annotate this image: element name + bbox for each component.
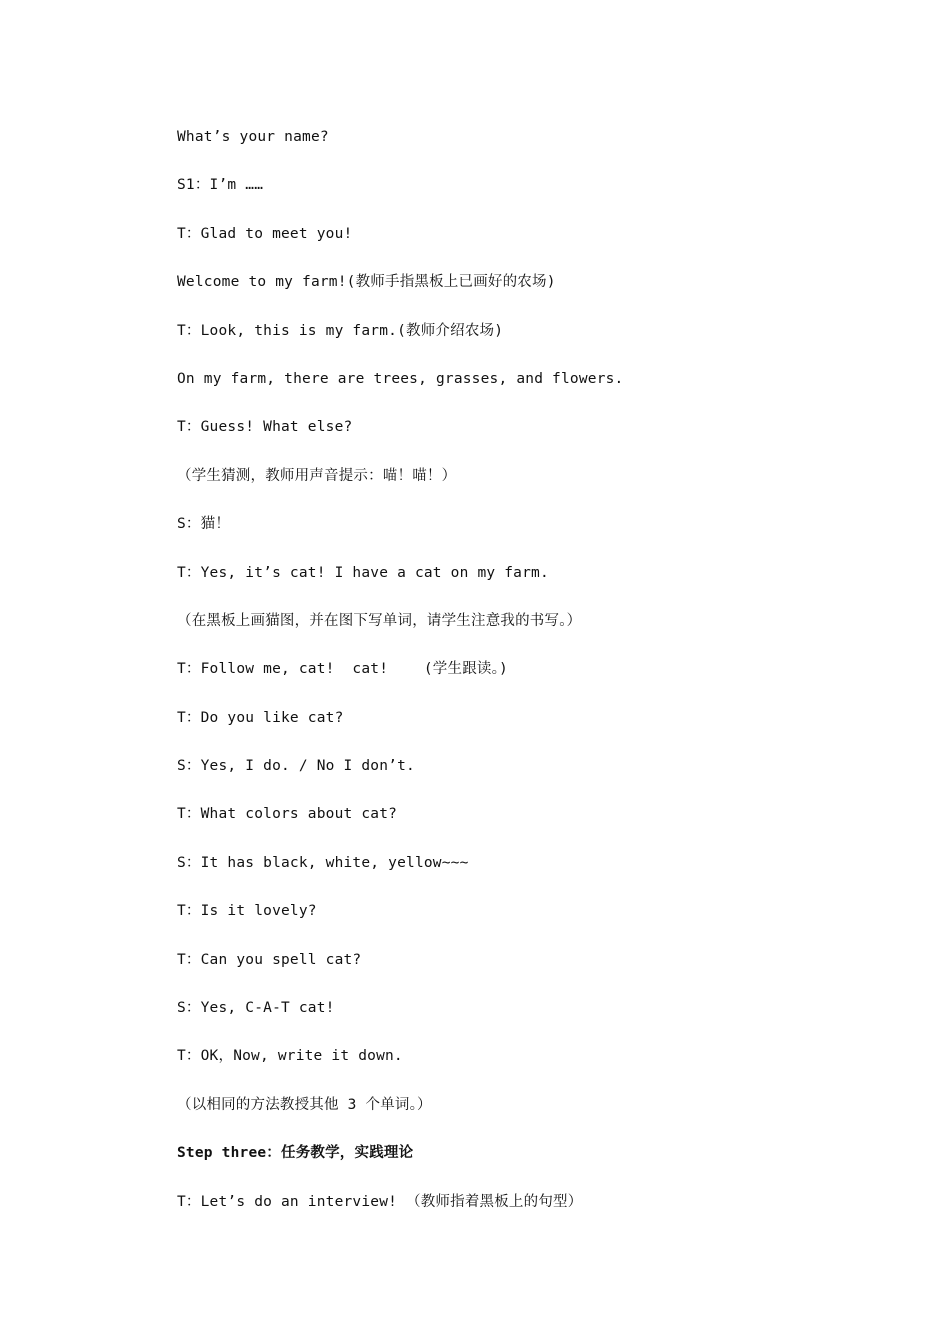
lesson-transcript bbox=[177, 125, 877, 1238]
transcript-line: T：Do you like cat? bbox=[177, 709, 344, 726]
transcript-line: T：What colors about cat? bbox=[177, 806, 398, 823]
transcript-line: S1：I’m …… bbox=[177, 177, 264, 194]
transcript-line: T：Let’s do an interview! （教师指着黑板上的句型） bbox=[177, 1193, 583, 1210]
transcript-line: S：It has black, white, yellow~~~ bbox=[177, 854, 469, 871]
transcript-line: T：Follow me, cat! cat! (学生跟读。) bbox=[177, 661, 508, 678]
transcript-line: Welcome to my farm!(教师手指黑板上已画好的农场) bbox=[177, 274, 556, 291]
transcript-line: T：Yes, it’s cat! I have a cat on my farm. bbox=[177, 564, 549, 581]
transcript-line: S：Yes, C-A-T cat! bbox=[177, 1000, 335, 1017]
transcript-line: What’s your name? bbox=[177, 129, 329, 145]
transcript-line: T：Can you spell cat? bbox=[177, 951, 362, 968]
transcript-line: S：猫！ bbox=[177, 516, 231, 533]
transcript-line: On my farm, there are trees, grasses, and flowers. bbox=[177, 370, 624, 387]
transcript-line: （学生猜测，教师用声音提示：喵！喵！） bbox=[177, 467, 457, 484]
transcript-line: T：Guess! What else? bbox=[177, 419, 353, 436]
transcript-line: （以相同的方法教授其他 3 个单词。） bbox=[177, 1096, 432, 1113]
section-heading: Step three：任务教学，实践理论 bbox=[177, 1145, 414, 1162]
transcript-line: T：OK，Now, write it down. bbox=[177, 1048, 403, 1065]
transcript-line: T：Look, this is my farm.(教师介绍农场) bbox=[177, 322, 504, 339]
transcript-line: T：Glad to meet you! bbox=[177, 225, 353, 242]
transcript-line: （在黑板上画猫图，并在图下写单词，请学生注意我的书写。） bbox=[177, 612, 582, 629]
transcript-line: S：Yes, I do. / No I don’t. bbox=[177, 758, 415, 775]
transcript-line: T：Is it lovely? bbox=[177, 903, 317, 920]
